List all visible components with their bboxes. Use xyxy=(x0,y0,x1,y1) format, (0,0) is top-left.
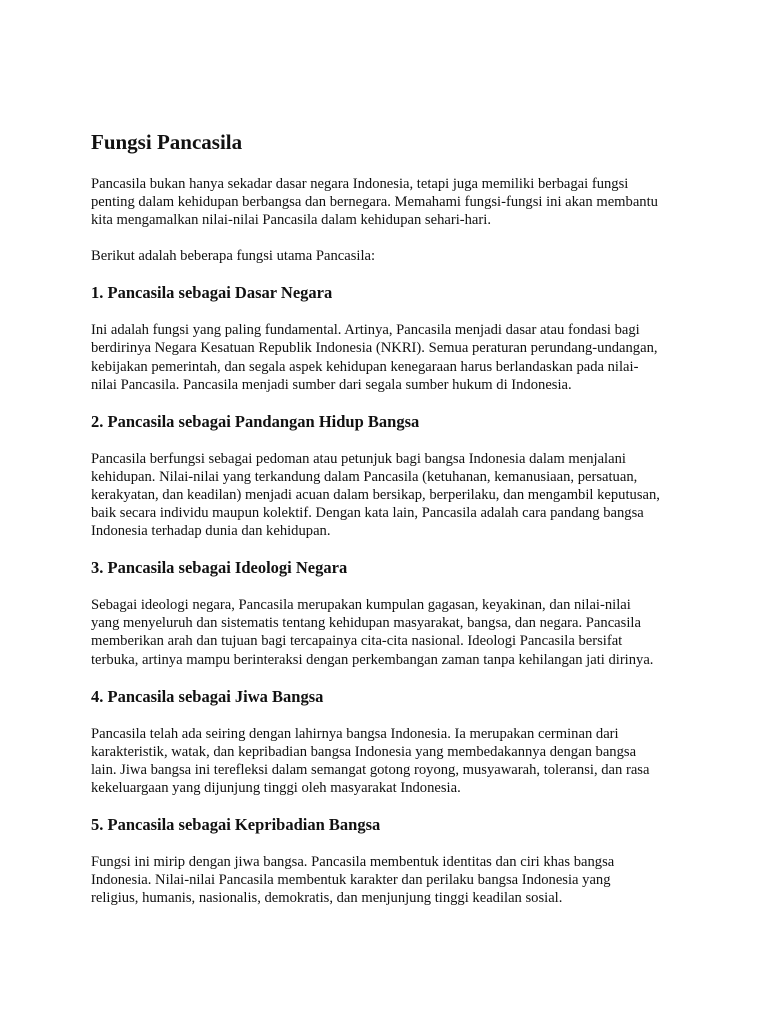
section-5 xyxy=(91,815,691,907)
intro-paragraph: Pancasila bukan hanya sekadar dasar negara Indonesia, tetapi juga memiliki berbagai fungsi penting dalam kehidupan berbangsa dan bernegara. Memahami fungsi-fungsi ini akan membantu kita mengamalkan nilai-nilai Pancasila dalam kehidupan sehari-hari. xyxy=(91,176,658,229)
section-body: Fungsi ini mirip dengan jiwa bangsa. Pancasila membentuk identitas dan ciri khas bangsa Indonesia. Nilai-nilai Pancasila membentuk karakter dan perilaku bangsa Indonesia yang religius, humanis, nasionalis, demokratis, dan menjunjung tinggi keadilan sosial. xyxy=(91,853,615,907)
section-body: Sebagai ideologi negara, Pancasila merupakan kumpulan gagasan, keyakinan, dan nilai-nilai yang menyeluruh dan sistematis tentang kehidupan masyarakat, bangsa, dan negara. Pancasila memberikan arah dan tujuan bagi tercapainya cita-cita nasional. Ideologi Pancasila bersifat terbuka, artinya mampu berinteraksi dengan perkembangan zaman tanpa kehilangan jati dirinya. xyxy=(91,597,654,668)
section-heading: 3. Pancasila sebagai Ideologi Negara xyxy=(91,558,348,578)
lead-paragraph: Berikut adalah beberapa fungsi utama Pancasila: xyxy=(91,248,376,265)
section-2 xyxy=(91,412,691,540)
document-page xyxy=(91,127,691,925)
section-body: Pancasila berfungsi sebagai pedoman atau petunjuk bagi bangsa Indonesia dalam menjalani kehidupan. Nilai-nilai yang terkandung dalam Pancasila (ketuhanan, kemanusiaan, persatuan, kerakyatan, dan keadilan) menjadi acuan dalam bersikap, berperilaku, dan mengambil keputusan, baik secara individu maupun kolektif. Dengan kata lain, Pancasila adalah cara pandang bangsa Indonesia terhadap dunia dan kehidupan. xyxy=(91,450,660,540)
section-body: Ini adalah fungsi yang paling fundamental. Artinya, Pancasila menjadi dasar atau fondasi bagi berdirinya Negara Kesatuan Republik Indonesia (NKRI). Semua peraturan perundang-undangan, kebijakan pemerintah, dan segala aspek kehidupan kenegaraan harus berlandaskan pada nilai- nilai Pancasila. Pancasila menjadi sumber dari segala sumber hukum di Indonesia. xyxy=(91,322,658,393)
section-heading: 5. Pancasila sebagai Kepribadian Bangsa xyxy=(91,814,381,834)
document-title: Fungsi Pancasila xyxy=(91,130,243,154)
section-1 xyxy=(91,283,691,393)
section-body: Pancasila telah ada seiring dengan lahirnya bangsa Indonesia. Ia merupakan cerminan dari karakteristik, watak, dan kepribadian bangsa Indonesia yang membedakannya dengan bangsa lain. Jiwa bangsa ini terefleksi dalam semangat gotong royong, musyawarah, toleransi, dan rasa kekeluargaan yang dijunjung tinggi oleh masyarakat Indonesia. xyxy=(91,725,650,796)
section-4 xyxy=(91,687,691,797)
section-heading: 4. Pancasila sebagai Jiwa Bangsa xyxy=(91,686,324,706)
section-heading: 1. Pancasila sebagai Dasar Negara xyxy=(91,283,333,303)
section-heading: 2. Pancasila sebagai Pandangan Hidup Bangsa xyxy=(91,411,420,431)
section-3 xyxy=(91,558,691,668)
